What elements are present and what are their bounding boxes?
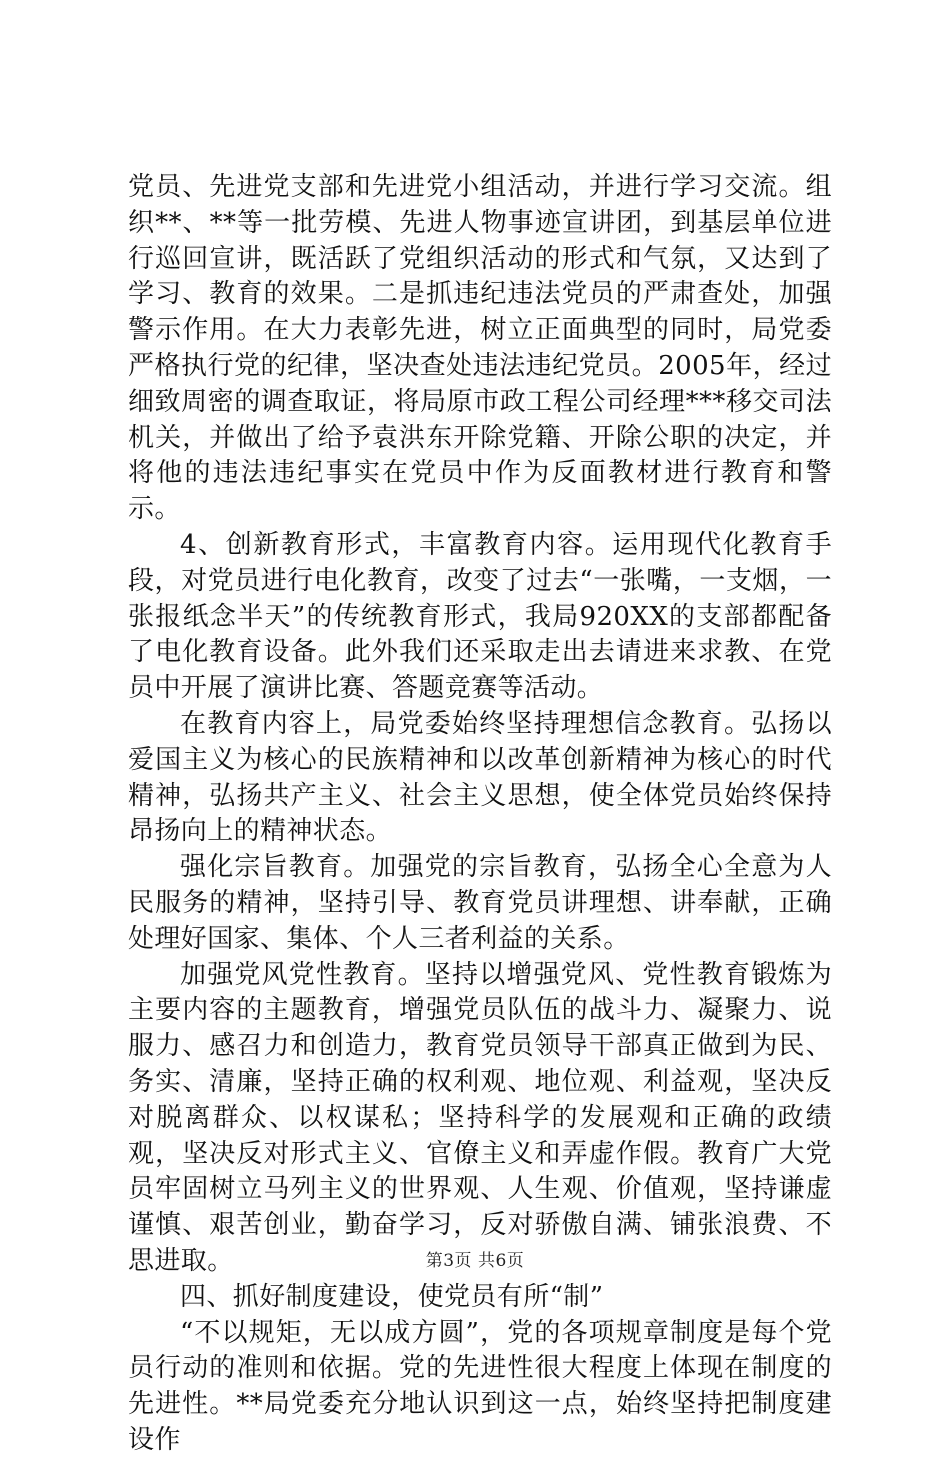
paragraph-6: “不以规矩，无以成方圆”，党的各项规章制度是每个党员行动的准则和依据。党的先进性很大程度上体现在制度的先进性。**局党委充分地认识到这一点，始终坚持把制度建设作 (128, 1317, 832, 1455)
section-heading: 四、抓好制度建设，使党员有所“制” (180, 1281, 604, 1312)
paragraph-4: 强化宗旨教育。加强党的宗旨教育，弘扬全心全意为人民服务的精神，坚持引导、教育党员讲理想、讲奉献，正确处理好国家、集体、个人三者利益的关系。 (128, 852, 832, 954)
page-footer: 第3页 共6页 (425, 1251, 525, 1271)
paragraph-1: 党员、先进党支部和先进党小组活动，并进行学习交流。组织**、**等一批劳模、先进人物事迹宣讲团，到基层单位进行巡回宣讲，既活跃了党组织活动的形式和气氛，又达到了学习、教育的效果。二是抓违纪违法党员的严肃查处，加强警示作用。在大力表彰先进，树立正面典型的同时，局党委严格执行党的纪律，坚决查处违法违纪党员。2005年，经过细致周密的调查取证，将局原市政工程公司经理***移交司法机关，并做出了给予袁洪东开除党籍、开除公职的决定，并将他的违法违纪事实在党员中作为反面教材进行教育和警示。 (128, 172, 832, 525)
paragraph-3: 在教育内容上，局党委始终坚持理想信念教育。弘扬以爱国主义为核心的民族精神和以改革创新精神为核心的时代精神，弘扬共产主义、社会主义思想，使全体党员始终保持昂扬向上的精神状态。 (128, 708, 832, 847)
paragraph-2: 4、创新教育形式，丰富教育内容。运用现代化教育手段，对党员进行电化教育，改变了过去“一张嘴，一支烟，一张报纸念半天”的传统教育形式，我局920XX的支部都配备了电化教育设备。此外我们还采取走出去请进来求教、在党员中开展了演讲比赛、答题竞赛等活动。 (128, 529, 832, 704)
paragraph-5: 加强党风党性教育。坚持以增强党风、党性教育锻炼为主要内容的主题教育，增强党员队伍的战斗力、凝聚力、说服力、感召力和创造力，教育党员领导干部真正做到为民、务实、清廉，坚持正确的权利观、地位观、利益观，坚决反对脱离群众、以权谋私；坚持科学的发展观和正确的政绩观，坚决反对形式主义、官僚主义和弄虚作假。教育广大党员牢固树立马列主义的世界观、人生观、价值观，坚持谦虚谨慎、艰苦创业，勤奋学习，反对骄傲自满、铺张浪费、不思进取。 (128, 959, 832, 1276)
